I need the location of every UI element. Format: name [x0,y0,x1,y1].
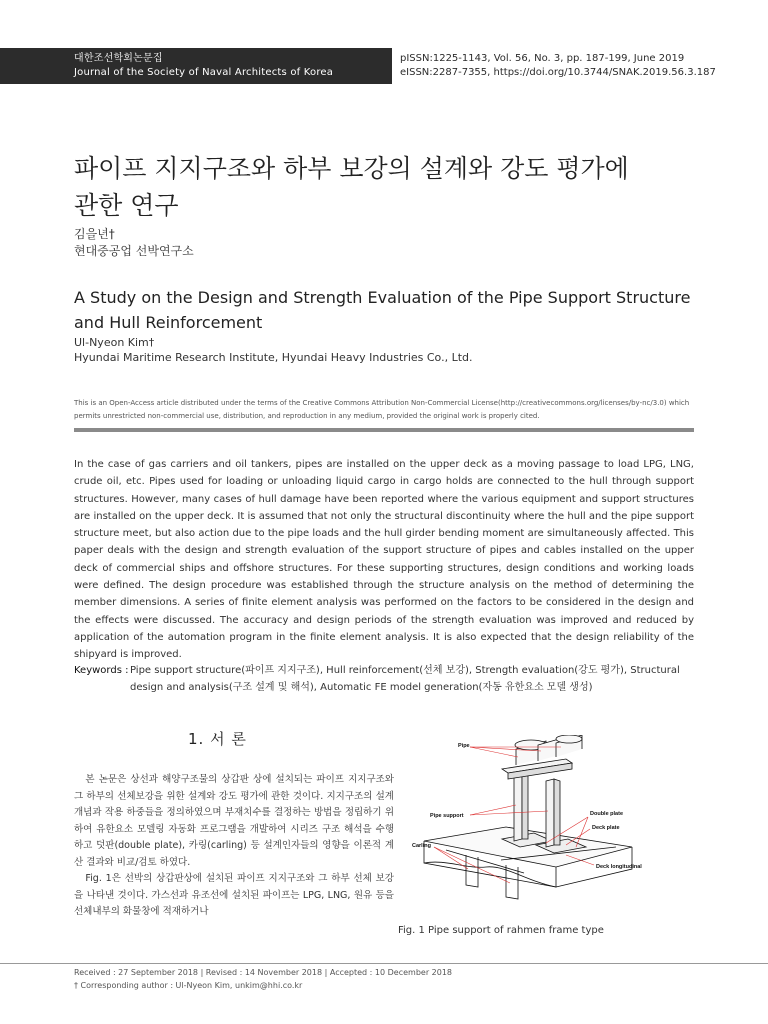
license-line2: permits unrestricted non-commercial use, distribution, and reproduction in any medium, provided the original work is properly cited. [74,412,540,420]
paper-title-en-line2: and Hull Reinforcement [74,313,263,332]
submission-dates: Received : 27 September 2018 | Revised : 14 November 2018 | Accepted : 10 December 2018 [74,968,453,977]
corresponding-author: † Corresponding author : Ul-Nyeon Kim, unkim@hhi.co.kr [74,981,303,990]
label-double-plate: Double plate [590,811,624,817]
author-name-en: Ul-Nyeon Kim† [74,336,155,349]
label-deck-longitudinal: Deck longitudinal [596,864,642,870]
affiliation-en: Hyundai Maritime Research Institute, Hyundai Heavy Industries Co., Ltd. [74,351,473,364]
body-paragraph: Fig. 1은 선박의 상갑판상에 설치된 파이프 지지구조와 그 하부 선체 보강을 나타낸 것이다. 가스선과 유조선에 설치된 파이프는 LPG, LNG, 원유 등을 선체내부의 화물창에 적재하거나 [74,873,394,917]
author-block-en [74,335,473,365]
author-name-ko: 김을년† [74,227,115,241]
affiliation-ko: 현대중공업 선박연구소 [74,244,194,258]
journal-name-en: Journal of the Society of Naval Architects of Korea [74,67,334,78]
journal-name [74,52,333,80]
figure-pipe-support [406,735,646,920]
pissn: pISSN:1225-1143, Vol. 56, No. 3, pp. 187-199, June 2019 [400,53,685,64]
paper-title-en [74,285,714,335]
journal-name-ko: 대한조선학회논문집 [74,53,163,64]
label-deck-plate: Deck plate [592,825,620,831]
divider [74,428,694,432]
body-text [74,772,394,921]
footer [74,966,452,992]
paper-title-ko-line2: 관한 연구 [74,191,179,220]
paper-title-ko-line1: 파이프 지지구조와 하부 보강의 설계와 강도 평가에 [74,154,629,183]
keywords-label: Keywords : [74,665,129,676]
figure-caption: Fig. 1 Pipe support of rahmen frame type [398,925,604,936]
eissn[interactable]: eISSN:2287-7355, https://doi.org/10.3744/SNAK.2019.56.3.187 [400,67,716,78]
section-heading: 1. 서 론 [188,730,247,748]
label-pipe: Pipe [458,743,470,749]
author-block-ko [74,226,194,260]
abstract: In the case of gas carriers and oil tankers, pipes are installed on the upper deck as a moving passage to load LPG, LNG, crude oil, etc. Pipes used for loading or unloading liquid cargo in cargo holds are connected to the hull through support structures. However, many cases of hull damage have been reported where the various equipment and support structures are installed on the upper deck. It is assumed that not only the structural discontinuity where the hull and the pipe support structure meet, but also action due to the pipe loads and the hull girder bending moment are simultaneously affected. This paper deals with the design and strength evaluation of the support structure of pipes and cables installed on the upper deck of commercial ships and offshore structures. For these supporting structures, design conditions and working loads were defined. The design procedure was established through the structure analysis on the method of determining the member dimensions. A series of finite element analysis was performed on the factors to be considered in the design and the effects were discussed. The accuracy and design periods of the strength evaluation was improved and reduced by application of the automation program in the finite element analysis. It is also expected that the design reliability of the shipyard is improved. [74,459,694,661]
license-notice [74,397,700,423]
footer-divider [0,963,768,964]
paper-title-ko [74,150,714,224]
keywords-text: Pipe support structure(파이프 지지구조), Hull reinforcement(선체 보강), Strength evaluation(강도 평가), Structural design and analysis(구조 설계 및 해석), Automatic FE model generation(자동 유한요소 모델 생성) [130,665,680,693]
license-line1: This is an Open-Access article distributed under the terms of the Creative Commons Attribution Non-Commercial License(http://creativecommons.org/licenses/by-nc/3.0) which [74,399,690,407]
label-carling: Carling [412,843,431,849]
label-pipe-support: Pipe support [430,813,464,819]
body-paragraph: 본 논문은 상선과 해양구조물의 상갑판 상에 설치되는 파이프 지지구조와 그 하부의 선체보강을 위한 설계와 강도 평가에 관한 것이다. 지지구조의 설계 개념과 작용 하중들을 정의하였으며 부재치수를 결정하는 방법을 정립하기 위하여 유한요소 모델링 자동화 프로그램을 개발하여 시리즈 구조 해석을 수행하고 덧판(double plate), 카링(carling) 등 설계인자들의 영향을 이론적 계산 결과와 비교/검토 하였다. [74,774,394,868]
issn-info [400,52,716,80]
paper-title-en-line1: A Study on the Design and Strength Evaluation of the Pipe Support Structure [74,288,691,307]
